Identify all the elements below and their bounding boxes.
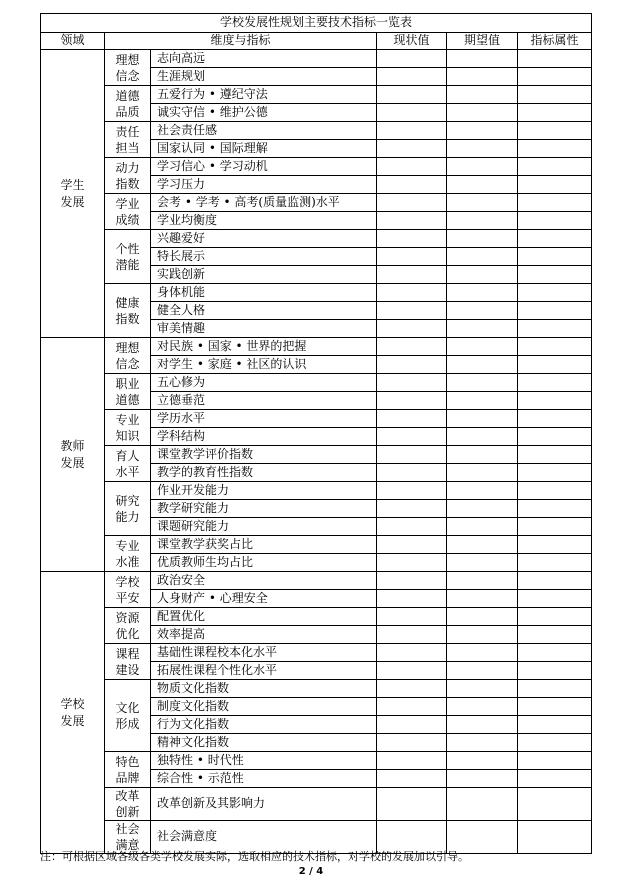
- dimension-label: 责任担当: [115, 124, 140, 155]
- current-value-cell: [377, 284, 447, 302]
- expected-value-cell: [447, 482, 518, 500]
- attribute-cell: [518, 392, 592, 410]
- current-value-cell: [377, 698, 447, 716]
- attribute-cell: [518, 50, 592, 68]
- expected-value-cell: [447, 212, 518, 230]
- indicator-table: [40, 13, 592, 854]
- attribute-cell: [518, 446, 592, 464]
- current-value-cell: [377, 176, 447, 194]
- domain-label: 学生发展: [60, 177, 85, 209]
- expected-value-cell: [447, 716, 518, 734]
- attribute-cell: [518, 752, 592, 770]
- current-value-cell: [377, 752, 447, 770]
- table-row: [41, 788, 592, 821]
- attribute-cell: [518, 572, 592, 590]
- expected-value-cell: [447, 158, 518, 176]
- expected-value-cell: [447, 554, 518, 572]
- current-value-cell: [377, 554, 447, 572]
- attribute-cell: [518, 230, 592, 248]
- indicator-cell: 诚实守信 • 维护公德: [151, 104, 377, 122]
- attribute-cell: [518, 266, 592, 284]
- dimension-cell: [105, 608, 151, 644]
- dimension-cell: [105, 50, 151, 86]
- expected-value-cell: [447, 194, 518, 212]
- indicator-cell: 立德垂范: [151, 392, 377, 410]
- expected-value-cell: [447, 374, 518, 392]
- indicator-cell: 对学生 • 家庭 • 社区的认识: [151, 356, 377, 374]
- expected-value-cell: [447, 518, 518, 536]
- dimension-label: 专业水准: [115, 538, 140, 569]
- expected-value-cell: [447, 608, 518, 626]
- current-value-cell: [377, 302, 447, 320]
- domain-cell: [41, 572, 105, 854]
- indicator-cell: 拓展性课程个性化水平: [151, 662, 377, 680]
- current-value-cell: [377, 212, 447, 230]
- table-row: [41, 608, 592, 626]
- attribute-cell: [518, 554, 592, 572]
- attribute-cell: [518, 536, 592, 554]
- expected-value-cell: [447, 86, 518, 104]
- attribute-cell: [518, 374, 592, 392]
- dimension-cell: [105, 158, 151, 194]
- indicator-cell: 学历水平: [151, 410, 377, 428]
- indicator-cell: 综合性 • 示范性: [151, 770, 377, 788]
- dimension-cell: [105, 122, 151, 158]
- indicator-cell: 物质文化指数: [151, 680, 377, 698]
- current-value-cell: [377, 356, 447, 374]
- indicator-cell: 学科结构: [151, 428, 377, 446]
- indicator-cell: 健全人格: [151, 302, 377, 320]
- current-value-cell: [377, 626, 447, 644]
- table-row: [41, 536, 592, 554]
- indicator-cell: 五心修为: [151, 374, 377, 392]
- current-value-cell: [377, 716, 447, 734]
- attribute-cell: [518, 284, 592, 302]
- attribute-cell: [518, 608, 592, 626]
- attribute-cell: [518, 428, 592, 446]
- dimension-label: 动力指数: [115, 160, 140, 191]
- attribute-cell: [518, 356, 592, 374]
- indicator-cell: 人身财产 • 心理安全: [151, 590, 377, 608]
- indicator-cell: 制度文化指数: [151, 698, 377, 716]
- attribute-cell: [518, 626, 592, 644]
- expected-value-cell: [447, 644, 518, 662]
- expected-value-cell: [447, 662, 518, 680]
- expected-value-cell: [447, 536, 518, 554]
- indicator-cell: 效率提高: [151, 626, 377, 644]
- dimension-label: 资源优化: [115, 610, 140, 641]
- dimension-label: 学校平安: [115, 574, 140, 605]
- indicator-cell: 五爱行为 • 遵纪守法: [151, 86, 377, 104]
- attribute-cell: [518, 176, 592, 194]
- table-row: [41, 374, 592, 392]
- current-value-cell: [377, 518, 447, 536]
- current-value-cell: [377, 248, 447, 266]
- current-value-cell: [377, 122, 447, 140]
- attribute-cell: [518, 320, 592, 338]
- header-current: 现状值: [377, 33, 447, 50]
- dimension-label: 研究能力: [115, 493, 140, 524]
- indicator-cell: 政治安全: [151, 572, 377, 590]
- current-value-cell: [377, 140, 447, 158]
- current-value-cell: [377, 374, 447, 392]
- expected-value-cell: [447, 392, 518, 410]
- expected-value-cell: [447, 698, 518, 716]
- current-value-cell: [377, 158, 447, 176]
- indicator-cell: 改革创新及其影响力: [151, 788, 377, 821]
- table-row: [41, 158, 592, 176]
- current-value-cell: [377, 482, 447, 500]
- indicator-cell: 优质教师生均占比: [151, 554, 377, 572]
- dimension-cell: [105, 752, 151, 788]
- expected-value-cell: [447, 104, 518, 122]
- dimension-label: 职业道德: [115, 376, 140, 407]
- dimension-label: 改革创新: [115, 789, 140, 819]
- attribute-cell: [518, 680, 592, 698]
- current-value-cell: [377, 644, 447, 662]
- current-value-cell: [377, 410, 447, 428]
- indicator-cell: 独特性 • 时代性: [151, 752, 377, 770]
- dimension-cell: [105, 536, 151, 572]
- expected-value-cell: [447, 122, 518, 140]
- indicator-cell: 课堂教学评价指数: [151, 446, 377, 464]
- attribute-cell: [518, 338, 592, 356]
- attribute-cell: [518, 140, 592, 158]
- header-attribute: 指标属性: [518, 33, 592, 50]
- expected-value-cell: [447, 68, 518, 86]
- indicator-cell: 对民族 • 国家 • 世界的把握: [151, 338, 377, 356]
- dimension-label: 学业成绩: [115, 196, 140, 227]
- expected-value-cell: [447, 50, 518, 68]
- expected-value-cell: [447, 770, 518, 788]
- expected-value-cell: [447, 572, 518, 590]
- indicator-cell: 特长展示: [151, 248, 377, 266]
- dimension-cell: [105, 788, 151, 821]
- domain-cell: [41, 338, 105, 572]
- table-row: [41, 50, 592, 68]
- indicator-cell: 教学的教育性指数: [151, 464, 377, 482]
- dimension-cell: [105, 446, 151, 482]
- expected-value-cell: [447, 284, 518, 302]
- current-value-cell: [377, 536, 447, 554]
- attribute-cell: [518, 104, 592, 122]
- page-number: 2 / 4: [298, 866, 324, 877]
- table-row: [41, 644, 592, 662]
- table-row: [41, 572, 592, 590]
- current-value-cell: [377, 590, 447, 608]
- attribute-cell: [518, 212, 592, 230]
- table-row: [41, 230, 592, 248]
- expected-value-cell: [447, 752, 518, 770]
- indicator-cell: 国家认同 • 国际理解: [151, 140, 377, 158]
- indicator-cell: 志向高远: [151, 50, 377, 68]
- indicator-cell: 实践创新: [151, 266, 377, 284]
- current-value-cell: [377, 788, 447, 821]
- dimension-cell: [105, 572, 151, 608]
- current-value-cell: [377, 662, 447, 680]
- expected-value-cell: [447, 410, 518, 428]
- indicator-cell: 审美情趣: [151, 320, 377, 338]
- table-row: [41, 446, 592, 464]
- dimension-label: 社会满意: [115, 822, 140, 852]
- attribute-cell: [518, 644, 592, 662]
- dimension-cell: [105, 680, 151, 752]
- table-row: [41, 680, 592, 698]
- dimension-label: 理想信念: [115, 52, 140, 83]
- expected-value-cell: [447, 320, 518, 338]
- table-row: [41, 86, 592, 104]
- current-value-cell: [377, 608, 447, 626]
- expected-value-cell: [447, 230, 518, 248]
- dimension-label: 课程建设: [115, 646, 140, 677]
- dimension-label: 理想信念: [115, 340, 140, 371]
- attribute-cell: [518, 122, 592, 140]
- dimension-cell: [105, 482, 151, 536]
- table-row: [41, 284, 592, 302]
- current-value-cell: [377, 68, 447, 86]
- attribute-cell: [518, 518, 592, 536]
- dimension-label: 育人水平: [115, 448, 140, 479]
- indicator-cell: 教学研究能力: [151, 500, 377, 518]
- expected-value-cell: [447, 248, 518, 266]
- dimension-label: 道德品质: [115, 88, 140, 119]
- indicator-cell: 生涯规划: [151, 68, 377, 86]
- dimension-label: 文化形成: [115, 700, 140, 731]
- domain-cell: [41, 50, 105, 338]
- current-value-cell: [377, 104, 447, 122]
- attribute-cell: [518, 194, 592, 212]
- expected-value-cell: [447, 302, 518, 320]
- indicator-cell: 兴趣爱好: [151, 230, 377, 248]
- attribute-cell: [518, 770, 592, 788]
- attribute-cell: [518, 716, 592, 734]
- attribute-cell: [518, 590, 592, 608]
- header-expected: 期望值: [447, 33, 518, 50]
- attribute-cell: [518, 698, 592, 716]
- current-value-cell: [377, 428, 447, 446]
- domain-label: 学校发展: [60, 696, 85, 728]
- attribute-cell: [518, 464, 592, 482]
- attribute-cell: [518, 410, 592, 428]
- indicator-cell: 社会责任感: [151, 122, 377, 140]
- current-value-cell: [377, 770, 447, 788]
- indicator-cell: 作业开发能力: [151, 482, 377, 500]
- indicator-cell: 基础性课程校本化水平: [151, 644, 377, 662]
- header-domain: 领域: [41, 33, 105, 50]
- dimension-cell: [105, 338, 151, 374]
- indicator-cell: 学业均衡度: [151, 212, 377, 230]
- expected-value-cell: [447, 356, 518, 374]
- current-value-cell: [377, 194, 447, 212]
- current-value-cell: [377, 320, 447, 338]
- current-value-cell: [377, 446, 447, 464]
- expected-value-cell: [447, 788, 518, 821]
- dimension-cell: [105, 284, 151, 338]
- dimension-cell: [105, 86, 151, 122]
- expected-value-cell: [447, 500, 518, 518]
- expected-value-cell: [447, 428, 518, 446]
- expected-value-cell: [447, 140, 518, 158]
- current-value-cell: [377, 338, 447, 356]
- dimension-label: 健康指数: [115, 295, 140, 326]
- attribute-cell: [518, 302, 592, 320]
- dimension-cell: [105, 410, 151, 446]
- table-row: [41, 338, 592, 356]
- indicator-cell: 学习信心 • 学习动机: [151, 158, 377, 176]
- domain-label: 教师发展: [60, 438, 85, 470]
- table-title: 学校发展性规划主要技术指标一览表: [41, 14, 592, 33]
- attribute-cell: [518, 86, 592, 104]
- indicator-cell: 精神文化指数: [151, 734, 377, 752]
- attribute-cell: [518, 788, 592, 821]
- dimension-label: 个性潜能: [115, 241, 140, 272]
- expected-value-cell: [447, 338, 518, 356]
- attribute-cell: [518, 248, 592, 266]
- current-value-cell: [377, 266, 447, 284]
- expected-value-cell: [447, 734, 518, 752]
- table-row: [41, 194, 592, 212]
- attribute-cell: [518, 68, 592, 86]
- indicator-cell: 会考 • 学考 • 高考(质量监测)水平: [151, 194, 377, 212]
- expected-value-cell: [447, 464, 518, 482]
- table-row: [41, 410, 592, 428]
- current-value-cell: [377, 464, 447, 482]
- indicator-cell: 身体机能: [151, 284, 377, 302]
- attribute-cell: [518, 500, 592, 518]
- expected-value-cell: [447, 680, 518, 698]
- current-value-cell: [377, 500, 447, 518]
- footnote: 注：可根据区域各级各类学校发展实际，选取相应的技术指标，对学校的发展加以引导。: [40, 850, 469, 863]
- current-value-cell: [377, 86, 447, 104]
- dimension-cell: [105, 194, 151, 230]
- dimension-label: 特色品牌: [115, 754, 140, 785]
- table-row: [41, 752, 592, 770]
- expected-value-cell: [447, 446, 518, 464]
- table-row: [41, 122, 592, 140]
- attribute-cell: [518, 158, 592, 176]
- indicator-cell: 课题研究能力: [151, 518, 377, 536]
- attribute-cell: [518, 734, 592, 752]
- indicator-cell: 社会满意度: [151, 821, 377, 854]
- indicator-cell: 配置优化: [151, 608, 377, 626]
- expected-value-cell: [447, 590, 518, 608]
- current-value-cell: [377, 392, 447, 410]
- current-value-cell: [377, 50, 447, 68]
- expected-value-cell: [447, 626, 518, 644]
- current-value-cell: [377, 572, 447, 590]
- expected-value-cell: [447, 176, 518, 194]
- dimension-cell: [105, 230, 151, 284]
- current-value-cell: [377, 230, 447, 248]
- attribute-cell: [518, 482, 592, 500]
- indicator-cell: 行为文化指数: [151, 716, 377, 734]
- dimension-label: 专业知识: [115, 412, 140, 443]
- table-row: [41, 482, 592, 500]
- expected-value-cell: [447, 266, 518, 284]
- dimension-cell: [105, 644, 151, 680]
- header-dimension: 维度与指标: [105, 33, 377, 50]
- indicator-cell: 课堂教学获奖占比: [151, 536, 377, 554]
- attribute-cell: [518, 662, 592, 680]
- dimension-cell: [105, 374, 151, 410]
- current-value-cell: [377, 734, 447, 752]
- current-value-cell: [377, 680, 447, 698]
- indicator-cell: 学习压力: [151, 176, 377, 194]
